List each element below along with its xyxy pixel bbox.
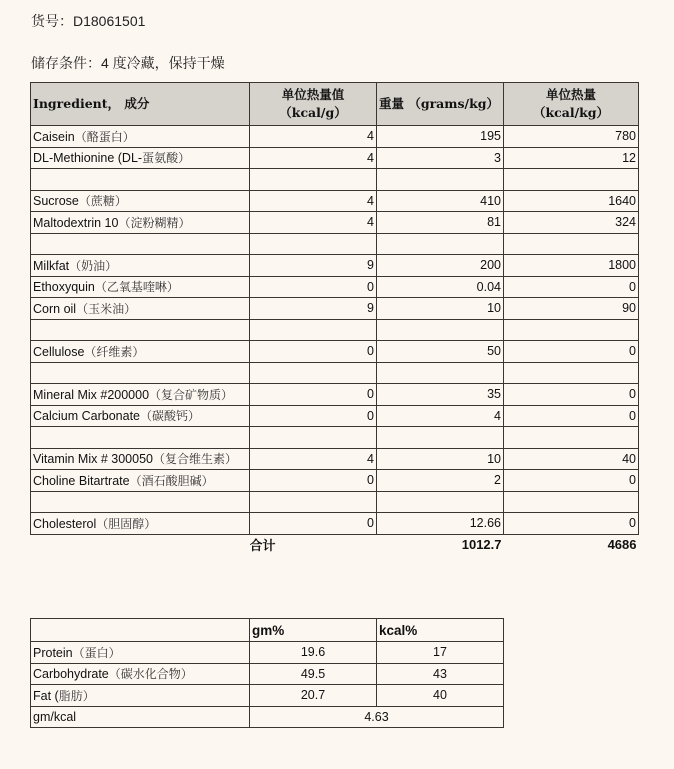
total-spacer <box>31 534 250 555</box>
grams-cell: 195 <box>377 126 504 148</box>
kcal-kg-cell <box>504 319 639 341</box>
ingredient-name <box>31 470 250 492</box>
ingredient-name-en: Calcium Carbonate <box>33 409 140 424</box>
macro-name-cn: （蛋白） <box>72 645 121 660</box>
header-kcal-kg-line2: （kcal/kg） <box>532 105 610 120</box>
total-grams: 1012.7 <box>461 537 502 553</box>
unit-kcal-g-cell <box>250 233 377 255</box>
total-label: 合计 <box>249 538 276 554</box>
ingredient-name <box>31 427 250 449</box>
ingredient-row <box>31 405 639 427</box>
macro-name-en: Protein <box>33 645 73 660</box>
ingredient-row <box>31 255 639 277</box>
ingredient-name-en: Caisein <box>33 129 75 144</box>
unit-kcal-g-cell <box>250 427 377 449</box>
kcal-kg-cell: 780 <box>504 126 639 148</box>
unit-kcal-g-cell <box>250 491 377 513</box>
ingredient-name-cn: （蔗糖） <box>78 194 127 209</box>
kcal-kg-cell: 0 <box>504 470 639 492</box>
ingredient-name-cn: （乙氧基喹啉） <box>94 280 179 295</box>
unit-kcal-g-cell <box>250 319 377 341</box>
ingredient-name-cn: （纤维素） <box>84 344 145 359</box>
ingredient-name <box>31 276 250 298</box>
grams-cell: 0.04 <box>377 276 504 298</box>
spacer-row <box>31 233 639 255</box>
ingredient-name-en: Maltodextrin 10 <box>33 215 119 230</box>
ingredient-name <box>31 126 250 148</box>
macro-name-en: Fat ( <box>33 688 59 703</box>
macro-footer-value: 4.63 <box>250 706 504 728</box>
ingredient-row <box>31 513 639 535</box>
ingredient-row <box>31 212 639 234</box>
macro-gm-pct: 20.7 <box>250 685 377 707</box>
macro-header-row <box>31 619 504 642</box>
ingredient-name-en: Cellulose <box>33 344 85 359</box>
grams-cell: 2 <box>377 470 504 492</box>
ingredient-name-cn: （胆固醇） <box>96 516 157 531</box>
ingredient-name <box>31 319 250 341</box>
unit-kcal-g-cell <box>250 169 377 191</box>
kcal-kg-cell: 0 <box>504 405 639 427</box>
spacer-row <box>31 427 639 449</box>
ingredients-table <box>30 82 639 555</box>
ingredient-name-cn: （酪蛋白） <box>74 129 135 144</box>
unit-kcal-g-cell: 0 <box>250 513 377 535</box>
ingredient-name <box>31 448 250 470</box>
kcal-kg-cell <box>504 169 639 191</box>
unit-kcal-g-cell: 4 <box>250 126 377 148</box>
ingredient-name <box>31 212 250 234</box>
ingredient-name <box>31 362 250 384</box>
grams-cell: 10 <box>377 298 504 320</box>
macro-name <box>31 642 250 664</box>
macro-row <box>31 663 504 685</box>
unit-kcal-g-cell: 4 <box>250 212 377 234</box>
ingredient-name <box>31 190 250 212</box>
header-kcal-kg <box>504 83 639 126</box>
unit-kcal-g-cell: 4 <box>250 147 377 169</box>
grams-cell: 10 <box>377 448 504 470</box>
grams-cell <box>377 233 504 255</box>
header-weight: 重量 （grams/kg） <box>377 83 504 126</box>
ingredient-row <box>31 448 639 470</box>
ingredient-name-en: Corn oil <box>33 301 77 316</box>
ingredient-name-en: Ethoxyquin <box>33 280 95 295</box>
ingredient-name-cn: （碳酸钙） <box>140 409 201 424</box>
ingredient-name <box>31 298 250 320</box>
kcal-kg-cell <box>504 233 639 255</box>
header-ingredient: Ingredient， 成分 <box>31 83 250 126</box>
ingredient-name <box>31 255 250 277</box>
grams-cell: 3 <box>377 147 504 169</box>
unit-kcal-g-cell: 9 <box>250 298 377 320</box>
ingredient-name-cn: （玉米油） <box>76 301 137 316</box>
header-kcal-kg-line1: 单位热量 <box>545 87 596 102</box>
kcal-kg-cell: 0 <box>504 341 639 363</box>
grams-cell <box>377 427 504 449</box>
ingredient-row <box>31 384 639 406</box>
total-row <box>31 534 639 555</box>
ingredient-row <box>31 126 639 148</box>
ingredient-name-cn: 蛋氨酸） <box>142 151 191 166</box>
ingredient-name-en: Cholesterol <box>33 516 97 531</box>
macro-footer-row <box>31 706 504 728</box>
macro-header-kcal-pct: kcal% <box>377 619 504 642</box>
macro-row <box>31 642 504 664</box>
macro-name-en: Carbohydrate <box>33 667 109 682</box>
grams-cell <box>377 169 504 191</box>
spacer-row <box>31 491 639 513</box>
grams-cell: 410 <box>377 190 504 212</box>
ingredient-name-en: Sucrose <box>33 194 79 209</box>
ingredient-name-cn: （复合矿物质） <box>149 387 234 402</box>
macro-footer-label: gm/kcal <box>31 706 250 728</box>
unit-kcal-g-cell <box>250 362 377 384</box>
ingredient-row <box>31 298 639 320</box>
ingredient-name <box>31 491 250 513</box>
macro-kcal-pct: 17 <box>377 642 504 664</box>
ingredient-name-en: Milkfat <box>33 258 70 273</box>
ingredient-name <box>31 384 250 406</box>
ingredient-name-cn: （奶油） <box>69 258 118 273</box>
ingredient-name-en: Vitamin Mix # 300050 <box>33 452 153 467</box>
ingredient-name-cn: （酒石酸胆碱） <box>129 473 214 488</box>
header-unit-kcal-g-line2: （kcal/g） <box>279 105 347 120</box>
unit-kcal-g-cell: 9 <box>250 255 377 277</box>
kcal-kg-cell: 0 <box>504 276 639 298</box>
ingredient-name <box>31 147 250 169</box>
grams-cell: 81 <box>377 212 504 234</box>
unit-kcal-g-cell: 0 <box>250 470 377 492</box>
ingredient-row <box>31 190 639 212</box>
kcal-kg-cell: 90 <box>504 298 639 320</box>
ingredient-row <box>31 470 639 492</box>
macro-gm-pct: 19.6 <box>250 642 377 664</box>
spacer-row <box>31 169 639 191</box>
unit-kcal-g-cell: 4 <box>250 448 377 470</box>
ingredient-name-cn: （复合维生素） <box>152 452 237 467</box>
ingredient-name <box>31 341 250 363</box>
spacer-row <box>31 319 639 341</box>
macro-header-gm-pct: gm% <box>250 619 377 642</box>
sku-line: 货号：D18061501 <box>31 13 146 29</box>
unit-kcal-g-cell: 0 <box>250 405 377 427</box>
kcal-kg-cell: 324 <box>504 212 639 234</box>
kcal-kg-cell: 1800 <box>504 255 639 277</box>
ingredient-name-en: Mineral Mix #200000 <box>33 387 150 402</box>
unit-kcal-g-cell: 0 <box>250 276 377 298</box>
grams-cell <box>377 362 504 384</box>
macro-kcal-pct: 40 <box>377 685 504 707</box>
ingredient-name-cn: （淀粉糊精） <box>118 215 191 230</box>
macro-name-cn: （碳水化合物） <box>108 667 193 682</box>
unit-kcal-g-cell: 0 <box>250 384 377 406</box>
ingredient-name <box>31 513 250 535</box>
macro-name-cn: 脂肪） <box>58 688 95 703</box>
header-unit-kcal-g <box>250 83 377 126</box>
grams-cell: 12.66 <box>377 513 504 535</box>
ingredient-name <box>31 169 250 191</box>
grams-cell <box>377 319 504 341</box>
grams-cell <box>377 491 504 513</box>
kcal-kg-cell <box>504 362 639 384</box>
grams-cell: 50 <box>377 341 504 363</box>
kcal-kg-cell: 0 <box>504 513 639 535</box>
macro-table <box>30 618 504 728</box>
macro-header-blank <box>31 619 250 642</box>
kcal-kg-cell: 1640 <box>504 190 639 212</box>
storage-conditions: 储存条件：4 度冷藏，保持干燥 <box>31 55 225 71</box>
unit-kcal-g-cell: 0 <box>250 341 377 363</box>
ingredient-name-en: DL-Methionine (DL- <box>33 151 143 166</box>
kcal-kg-cell <box>504 427 639 449</box>
macro-name <box>31 663 250 685</box>
grams-cell: 4 <box>377 405 504 427</box>
ingredients-header-row <box>31 83 639 126</box>
macro-gm-pct: 49.5 <box>250 663 377 685</box>
unit-kcal-g-cell: 4 <box>250 190 377 212</box>
ingredient-row <box>31 341 639 363</box>
ingredient-row <box>31 147 639 169</box>
kcal-kg-cell: 12 <box>504 147 639 169</box>
ingredient-row <box>31 276 639 298</box>
kcal-kg-cell <box>504 491 639 513</box>
header-unit-kcal-g-line1: 单位热量值 <box>281 87 345 102</box>
spacer-row <box>31 362 639 384</box>
kcal-kg-cell: 40 <box>504 448 639 470</box>
macro-kcal-pct: 43 <box>377 663 504 685</box>
grams-cell: 35 <box>377 384 504 406</box>
macro-row <box>31 685 504 707</box>
total-kcal-kg: 4686 <box>607 537 637 553</box>
ingredient-name <box>31 405 250 427</box>
ingredient-name-en: Choline Bitartrate <box>33 473 130 488</box>
kcal-kg-cell: 0 <box>504 384 639 406</box>
grams-cell: 200 <box>377 255 504 277</box>
macro-name <box>31 685 250 707</box>
ingredient-name <box>31 233 250 255</box>
